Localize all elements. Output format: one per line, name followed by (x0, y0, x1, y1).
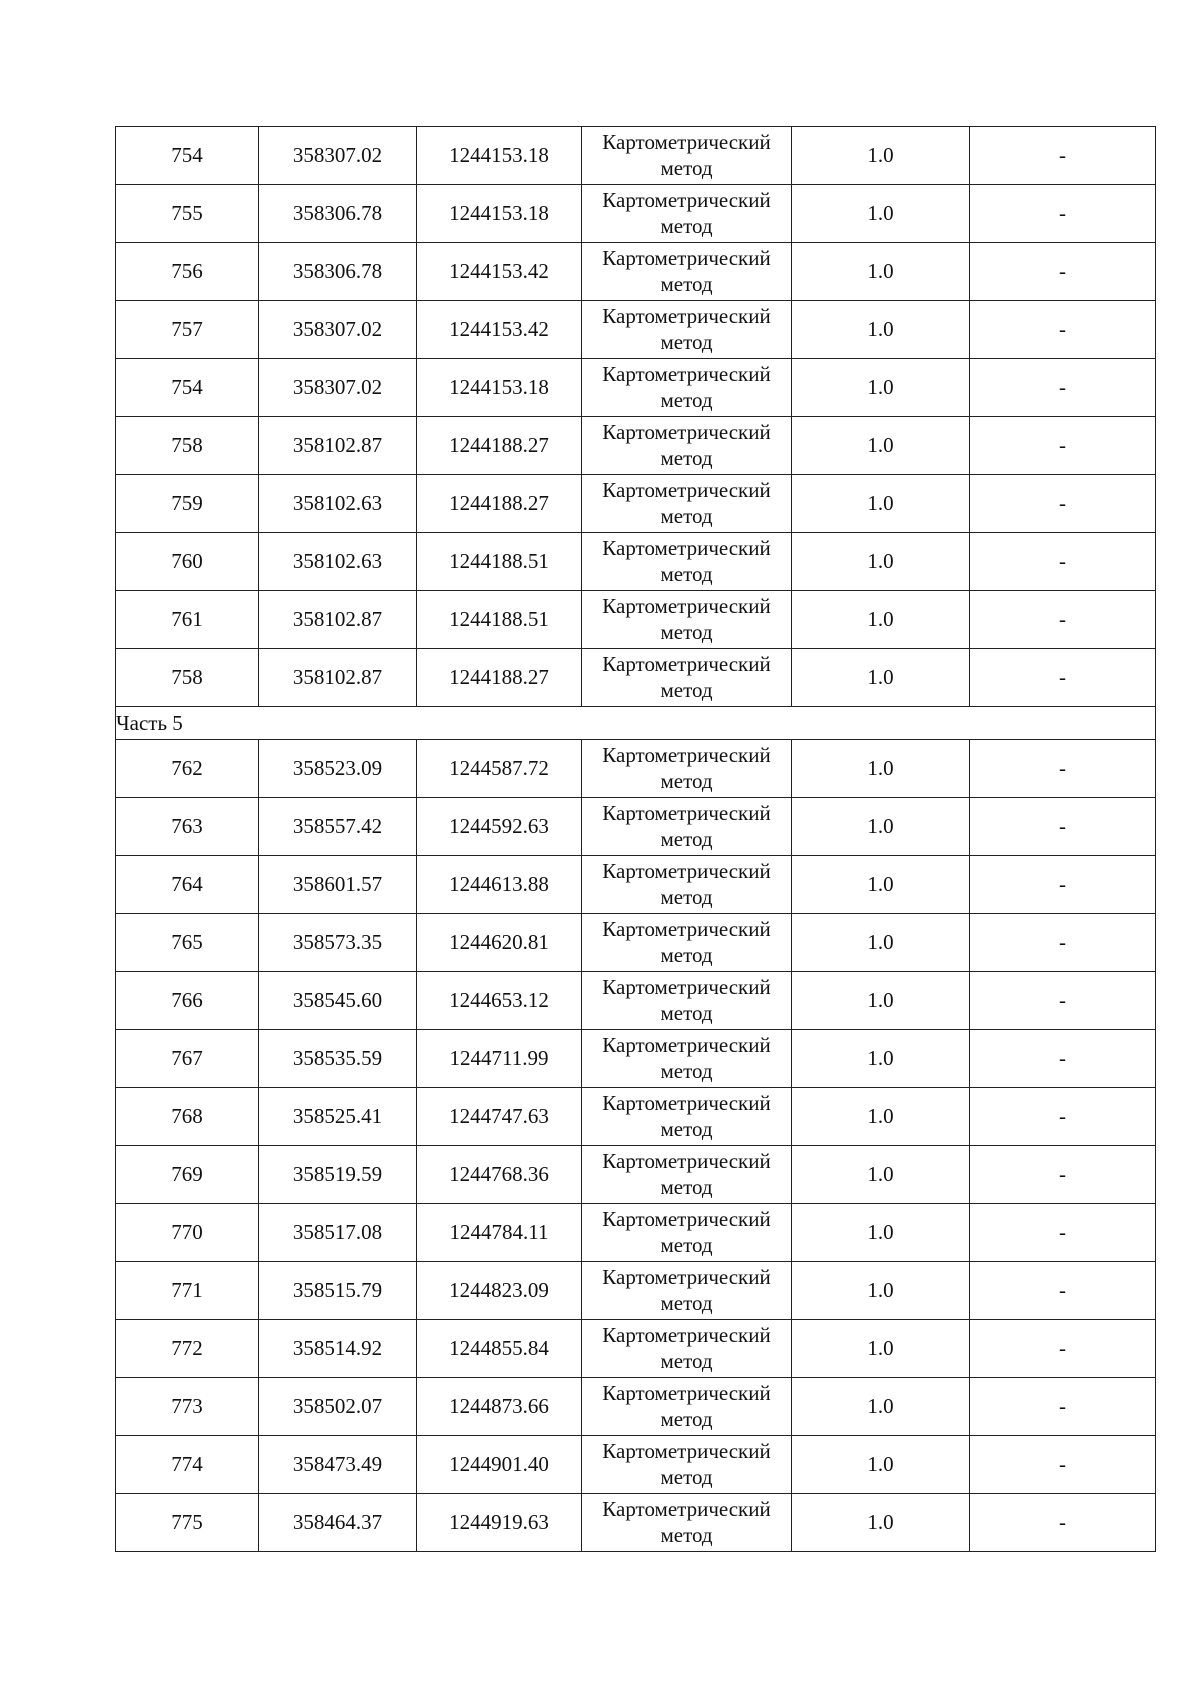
table-row (116, 417, 1156, 475)
table-row (116, 1088, 1156, 1146)
method-line-2: метод (660, 1116, 713, 1141)
y-coordinate-cell: 1244747.63 (417, 1088, 582, 1146)
note-cell: - (970, 914, 1156, 972)
y-coordinate-cell: 1244188.27 (417, 417, 582, 475)
section-label: Часть 5 (116, 707, 1156, 740)
method-cell (582, 359, 792, 417)
method-line-1: Картометрический (602, 859, 771, 884)
table-row (116, 1378, 1156, 1436)
method-cell (582, 740, 792, 798)
note-cell: - (970, 301, 1156, 359)
x-coordinate-cell: 358515.79 (259, 1262, 417, 1320)
accuracy-cell: 1.0 (792, 1494, 970, 1552)
method-line-1: Картометрический (602, 1149, 771, 1174)
method-line-1: Картометрический (602, 1439, 771, 1464)
x-coordinate-cell: 358102.87 (259, 417, 417, 475)
y-coordinate-cell: 1244613.88 (417, 856, 582, 914)
accuracy-cell: 1.0 (792, 649, 970, 707)
method-cell (582, 243, 792, 301)
y-coordinate-cell: 1244784.11 (417, 1204, 582, 1262)
table-row (116, 798, 1156, 856)
point-number-cell: 772 (116, 1320, 259, 1378)
accuracy-cell: 1.0 (792, 533, 970, 591)
point-number-cell: 757 (116, 301, 259, 359)
method-line-1: Картометрический (602, 304, 771, 329)
point-number-cell: 766 (116, 972, 259, 1030)
point-number-cell: 760 (116, 533, 259, 591)
point-number-cell: 775 (116, 1494, 259, 1552)
x-coordinate-cell: 358306.78 (259, 243, 417, 301)
x-coordinate-cell: 358102.63 (259, 475, 417, 533)
x-coordinate-cell: 358519.59 (259, 1146, 417, 1204)
table-row (116, 972, 1156, 1030)
table-row (116, 243, 1156, 301)
method-line-1: Картометрический (602, 652, 771, 677)
method-line-1: Картометрический (602, 1207, 771, 1232)
point-number-cell: 774 (116, 1436, 259, 1494)
table-row (116, 856, 1156, 914)
accuracy-cell: 1.0 (792, 185, 970, 243)
method-line-2: метод (660, 445, 713, 470)
table-row (116, 1204, 1156, 1262)
method-line-2: метод (660, 942, 713, 967)
point-number-cell: 768 (116, 1088, 259, 1146)
y-coordinate-cell: 1244153.18 (417, 127, 582, 185)
method-line-2: метод (660, 329, 713, 354)
table-row (116, 1436, 1156, 1494)
point-number-cell: 758 (116, 649, 259, 707)
accuracy-cell: 1.0 (792, 1262, 970, 1320)
y-coordinate-cell: 1244592.63 (417, 798, 582, 856)
method-line-1: Картометрический (602, 1265, 771, 1290)
method-cell (582, 1030, 792, 1088)
accuracy-cell: 1.0 (792, 740, 970, 798)
table-body-part-b (116, 740, 1156, 1552)
y-coordinate-cell: 1244153.18 (417, 359, 582, 417)
y-coordinate-cell: 1244653.12 (417, 972, 582, 1030)
method-line-2: метод (660, 1464, 713, 1489)
x-coordinate-cell: 358307.02 (259, 127, 417, 185)
x-coordinate-cell: 358473.49 (259, 1436, 417, 1494)
x-coordinate-cell: 358102.87 (259, 591, 417, 649)
note-cell: - (970, 1378, 1156, 1436)
table-row (116, 127, 1156, 185)
y-coordinate-cell: 1244153.42 (417, 243, 582, 301)
table-row (116, 649, 1156, 707)
x-coordinate-cell: 358535.59 (259, 1030, 417, 1088)
method-cell (582, 417, 792, 475)
accuracy-cell: 1.0 (792, 1030, 970, 1088)
method-cell (582, 1146, 792, 1204)
method-line-2: метод (660, 1058, 713, 1083)
method-cell (582, 1088, 792, 1146)
y-coordinate-cell: 1244901.40 (417, 1436, 582, 1494)
method-line-2: метод (660, 677, 713, 702)
method-line-1: Картометрический (602, 1091, 771, 1116)
note-cell: - (970, 359, 1156, 417)
method-cell (582, 856, 792, 914)
method-line-2: метод (660, 619, 713, 644)
method-cell (582, 591, 792, 649)
method-line-1: Картометрический (602, 536, 771, 561)
accuracy-cell: 1.0 (792, 301, 970, 359)
table-row (116, 475, 1156, 533)
y-coordinate-cell: 1244587.72 (417, 740, 582, 798)
method-cell (582, 1320, 792, 1378)
accuracy-cell: 1.0 (792, 243, 970, 301)
table-row (116, 533, 1156, 591)
table-row (116, 1146, 1156, 1204)
accuracy-cell: 1.0 (792, 1378, 970, 1436)
accuracy-cell: 1.0 (792, 417, 970, 475)
accuracy-cell: 1.0 (792, 1088, 970, 1146)
y-coordinate-cell: 1244153.18 (417, 185, 582, 243)
table-row (116, 359, 1156, 417)
method-line-1: Картометрический (602, 246, 771, 271)
y-coordinate-cell: 1244188.51 (417, 533, 582, 591)
section-block (116, 707, 1156, 740)
method-line-2: метод (660, 155, 713, 180)
method-line-1: Картометрический (602, 1033, 771, 1058)
method-line-1: Картометрический (602, 130, 771, 155)
accuracy-cell: 1.0 (792, 1436, 970, 1494)
point-number-cell: 764 (116, 856, 259, 914)
accuracy-cell: 1.0 (792, 798, 970, 856)
method-line-2: метод (660, 1406, 713, 1431)
x-coordinate-cell: 358523.09 (259, 740, 417, 798)
point-number-cell: 771 (116, 1262, 259, 1320)
note-cell: - (970, 591, 1156, 649)
x-coordinate-cell: 358557.42 (259, 798, 417, 856)
x-coordinate-cell: 358102.63 (259, 533, 417, 591)
table-row (116, 591, 1156, 649)
x-coordinate-cell: 358517.08 (259, 1204, 417, 1262)
note-cell: - (970, 798, 1156, 856)
method-line-2: метод (660, 1232, 713, 1257)
note-cell: - (970, 1436, 1156, 1494)
accuracy-cell: 1.0 (792, 1204, 970, 1262)
note-cell: - (970, 1030, 1156, 1088)
note-cell: - (970, 1320, 1156, 1378)
y-coordinate-cell: 1244873.66 (417, 1378, 582, 1436)
point-number-cell: 758 (116, 417, 259, 475)
method-line-2: метод (660, 1348, 713, 1373)
note-cell: - (970, 533, 1156, 591)
note-cell: - (970, 972, 1156, 1030)
method-line-2: метод (660, 561, 713, 586)
method-cell (582, 1204, 792, 1262)
x-coordinate-cell: 358514.92 (259, 1320, 417, 1378)
method-cell (582, 185, 792, 243)
method-line-2: метод (660, 826, 713, 851)
point-number-cell: 755 (116, 185, 259, 243)
accuracy-cell: 1.0 (792, 972, 970, 1030)
note-cell: - (970, 1146, 1156, 1204)
point-number-cell: 773 (116, 1378, 259, 1436)
method-cell (582, 475, 792, 533)
method-cell (582, 1262, 792, 1320)
method-line-2: метод (660, 768, 713, 793)
table-row (116, 914, 1156, 972)
method-line-1: Картометрический (602, 362, 771, 387)
point-number-cell: 754 (116, 359, 259, 417)
accuracy-cell: 1.0 (792, 1320, 970, 1378)
point-number-cell: 756 (116, 243, 259, 301)
note-cell: - (970, 243, 1156, 301)
method-line-1: Картометрический (602, 1381, 771, 1406)
x-coordinate-cell: 358525.41 (259, 1088, 417, 1146)
y-coordinate-cell: 1244711.99 (417, 1030, 582, 1088)
accuracy-cell: 1.0 (792, 856, 970, 914)
method-cell (582, 533, 792, 591)
note-cell: - (970, 185, 1156, 243)
table-body-part-a (116, 127, 1156, 707)
accuracy-cell: 1.0 (792, 359, 970, 417)
method-cell (582, 798, 792, 856)
point-number-cell: 763 (116, 798, 259, 856)
method-line-1: Картометрический (602, 975, 771, 1000)
y-coordinate-cell: 1244188.51 (417, 591, 582, 649)
note-cell: - (970, 1088, 1156, 1146)
method-line-1: Картометрический (602, 1497, 771, 1522)
point-number-cell: 761 (116, 591, 259, 649)
coordinates-table (115, 126, 1156, 1552)
x-coordinate-cell: 358306.78 (259, 185, 417, 243)
method-line-1: Картометрический (602, 743, 771, 768)
x-coordinate-cell: 358307.02 (259, 301, 417, 359)
note-cell: - (970, 740, 1156, 798)
method-cell (582, 972, 792, 1030)
method-line-2: метод (660, 271, 713, 296)
method-line-2: метод (660, 1000, 713, 1025)
method-line-1: Картометрический (602, 1323, 771, 1348)
y-coordinate-cell: 1244919.63 (417, 1494, 582, 1552)
method-line-2: метод (660, 1290, 713, 1315)
y-coordinate-cell: 1244768.36 (417, 1146, 582, 1204)
method-line-2: метод (660, 884, 713, 909)
point-number-cell: 762 (116, 740, 259, 798)
x-coordinate-cell: 358102.87 (259, 649, 417, 707)
table-row (116, 740, 1156, 798)
note-cell: - (970, 1262, 1156, 1320)
x-coordinate-cell: 358573.35 (259, 914, 417, 972)
accuracy-cell: 1.0 (792, 127, 970, 185)
x-coordinate-cell: 358464.37 (259, 1494, 417, 1552)
method-cell (582, 1436, 792, 1494)
method-line-2: метод (660, 503, 713, 528)
method-line-1: Картометрический (602, 420, 771, 445)
method-cell (582, 1494, 792, 1552)
method-cell (582, 649, 792, 707)
table-row (116, 1262, 1156, 1320)
method-line-2: метод (660, 387, 713, 412)
method-line-2: метод (660, 1174, 713, 1199)
table-row (116, 1320, 1156, 1378)
table-row (116, 1494, 1156, 1552)
table-row (116, 1030, 1156, 1088)
accuracy-cell: 1.0 (792, 1146, 970, 1204)
table-row (116, 185, 1156, 243)
method-line-1: Картометрический (602, 801, 771, 826)
y-coordinate-cell: 1244855.84 (417, 1320, 582, 1378)
y-coordinate-cell: 1244620.81 (417, 914, 582, 972)
point-number-cell: 754 (116, 127, 259, 185)
method-line-1: Картометрический (602, 917, 771, 942)
point-number-cell: 767 (116, 1030, 259, 1088)
note-cell: - (970, 649, 1156, 707)
note-cell: - (970, 1204, 1156, 1262)
note-cell: - (970, 475, 1156, 533)
note-cell: - (970, 856, 1156, 914)
note-cell: - (970, 417, 1156, 475)
y-coordinate-cell: 1244188.27 (417, 649, 582, 707)
point-number-cell: 769 (116, 1146, 259, 1204)
accuracy-cell: 1.0 (792, 475, 970, 533)
method-cell (582, 914, 792, 972)
y-coordinate-cell: 1244188.27 (417, 475, 582, 533)
x-coordinate-cell: 358601.57 (259, 856, 417, 914)
y-coordinate-cell: 1244823.09 (417, 1262, 582, 1320)
x-coordinate-cell: 358307.02 (259, 359, 417, 417)
point-number-cell: 759 (116, 475, 259, 533)
x-coordinate-cell: 358502.07 (259, 1378, 417, 1436)
method-line-1: Картометрический (602, 188, 771, 213)
method-cell (582, 1378, 792, 1436)
note-cell: - (970, 127, 1156, 185)
accuracy-cell: 1.0 (792, 914, 970, 972)
method-cell (582, 301, 792, 359)
method-line-1: Картометрический (602, 478, 771, 503)
point-number-cell: 770 (116, 1204, 259, 1262)
y-coordinate-cell: 1244153.42 (417, 301, 582, 359)
table-row (116, 301, 1156, 359)
x-coordinate-cell: 358545.60 (259, 972, 417, 1030)
accuracy-cell: 1.0 (792, 591, 970, 649)
method-line-2: метод (660, 1522, 713, 1547)
method-line-1: Картометрический (602, 594, 771, 619)
note-cell: - (970, 1494, 1156, 1552)
method-cell (582, 127, 792, 185)
point-number-cell: 765 (116, 914, 259, 972)
section-header-row (116, 707, 1156, 740)
method-line-2: метод (660, 213, 713, 238)
